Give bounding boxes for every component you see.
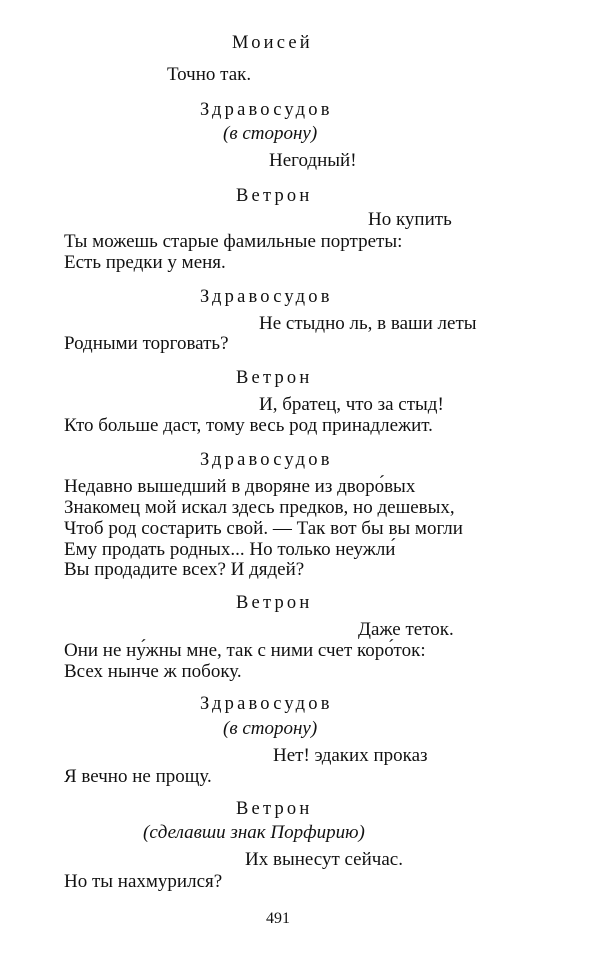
- speaker-name: Здравосудов: [200, 694, 333, 714]
- verse-line: Они не ну́жны мне, так с ними счет коро́ток:: [64, 640, 426, 661]
- speaker-name: Ветрон: [236, 368, 313, 388]
- verse-line: Я вечно не прощу.: [64, 766, 212, 787]
- speaker-name: Ветрон: [236, 593, 313, 613]
- speaker-name: Ветрон: [236, 799, 313, 819]
- verse-line: Ты можешь старые фамильные портреты:: [64, 231, 403, 252]
- stage-direction: (в сторону): [223, 123, 318, 144]
- speaker-name: Здравосудов: [200, 287, 333, 307]
- verse-line: Всех нынче ж побоку.: [64, 661, 242, 682]
- verse-line: Точно так.: [167, 64, 252, 85]
- verse-line: Недавно вышедший в дворяне из дворо́вых: [64, 476, 416, 497]
- speaker-name: Здравосудов: [200, 100, 333, 120]
- verse-line: Есть предки у меня.: [64, 252, 226, 273]
- page-number: 491: [266, 910, 290, 927]
- verse-line: Но ты нахмурился?: [64, 871, 223, 892]
- verse-line: Кто больше даст, тому весь род принадлежит.: [64, 415, 433, 436]
- verse-line: Знакомец мой искал здесь предков, но дешевых,: [64, 497, 455, 518]
- stage-direction: (сделавши знак Порфирию): [143, 822, 365, 843]
- speaker-name: Здравосудов: [200, 450, 333, 470]
- verse-line: Их вынесут сейчас.: [245, 849, 403, 870]
- verse-line: Даже теток.: [358, 619, 454, 640]
- speaker-name: Моисей: [232, 33, 313, 53]
- stage-direction: (в сторону): [223, 718, 318, 739]
- verse-line: Ему продать родных... Но только неужли́: [64, 539, 396, 560]
- verse-line: Но купить: [368, 209, 452, 230]
- verse-line: Не стыдно ль, в ваши леты: [259, 313, 477, 334]
- verse-line: И, братец, что за стыд!: [259, 394, 444, 415]
- verse-line: Вы продадите всех? И дядей?: [64, 559, 305, 580]
- verse-line: Чтоб род состарить свой. — Так вот бы вы могли: [64, 518, 463, 539]
- speaker-name: Ветрон: [236, 186, 313, 206]
- verse-line: Родными торговать?: [64, 333, 229, 354]
- verse-line: Нет! эдаких проказ: [273, 745, 428, 766]
- verse-line: Негодный!: [269, 150, 357, 171]
